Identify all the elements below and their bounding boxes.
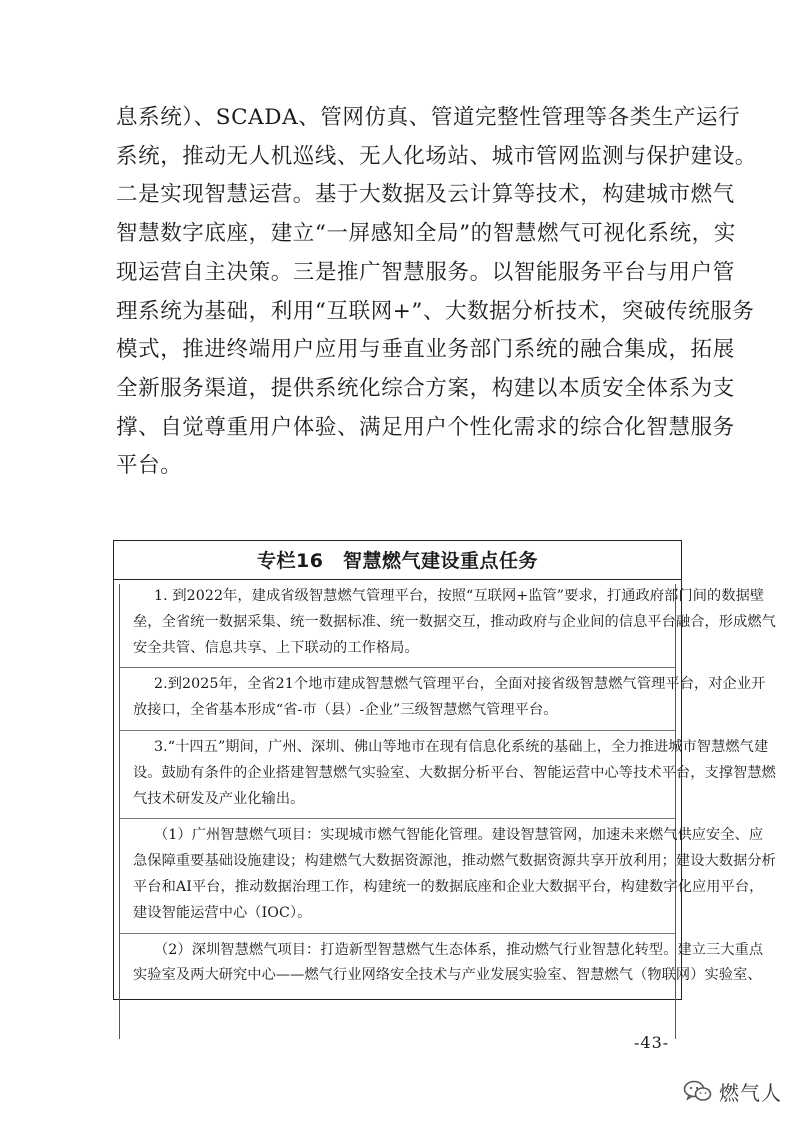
body-line: 现运营自主决策。三是推广智慧服务。以智能服务平台与用户管 <box>116 259 735 285</box>
task-panel <box>113 540 776 1000</box>
task-item-line: 3.“十四五”期间，广州、深圳、佛山等地市在现有信息化系统的基础上，全力推进城市智慧燃气建 <box>154 738 769 755</box>
task-item <box>120 823 776 926</box>
item-divider <box>120 667 675 668</box>
body-line: 全新服务渠道，提供系统化综合方案，构建以本质安全体系为支 <box>116 375 735 401</box>
body-line: 模式，推进终端用户应用与垂直业务部门系统的融合集成，拓展 <box>116 337 735 363</box>
body-line: 二是实现智慧运营。基于大数据及云计算等技术，构建城市燃气 <box>116 182 735 208</box>
wechat-icon <box>683 1079 713 1103</box>
body-line: 理系统为基础，利用“互联网+”、大数据分析技术，突破传统服务 <box>116 298 755 324</box>
body-paragraph <box>116 99 757 486</box>
task-item-line: 安全共管、信息共享、上下联动的工作格局。 <box>133 639 419 656</box>
task-item-line: （2）深圳智慧燃气项目：打造新型智慧燃气生态体系，推动燃气行业智慧化转型。建立三大重点 <box>154 941 764 958</box>
task-item-line: 急保障重要基础设施建设；构建燃气大数据资源池，推动燃气数据资源共享开放利用；建设大数据分析 <box>133 853 776 870</box>
task-item <box>120 735 776 812</box>
item-divider <box>120 730 675 731</box>
body-line: 智慧数字底座，建立“一屏感知全局”的智慧燃气可视化系统，实 <box>116 221 736 247</box>
panel-items <box>119 584 776 1039</box>
task-item-line: 1. 到2022年，建成省级智慧燃气管理平台，按照“互联网+监管”要求，打通政府部门间的数据壁 <box>154 588 765 604</box>
body-line: 息系统）、SCADA、管网仿真、管道完整性管理等各类生产运行 <box>116 105 741 130</box>
task-item <box>120 584 776 661</box>
body-line: 系统，推动无人机巡线、无人化场站、城市管网监测与保护建设。 <box>116 143 757 169</box>
page-number: -43- <box>634 1033 670 1052</box>
task-item <box>120 938 764 990</box>
task-item-line: 设。鼓励有条件的企业搭建智慧燃气实验室、大数据分析平台、智能运营中心等技术平台，支撑智慧燃 <box>133 764 776 781</box>
body-line: 撑、自觉尊重用户体验、满足用户个性化需求的综合化智慧服务 <box>116 414 735 440</box>
task-item-line: 实验室及两大研究中心——燃气行业网络安全技术与产业发展实验室、智慧燃气（物联网）实验室、 <box>133 967 762 984</box>
watermark <box>683 1076 782 1106</box>
task-item-line: 建设智能运营中心（IOC）。 <box>133 904 312 921</box>
watermark-text: 燃气人 <box>719 1080 782 1105</box>
task-item-line: 放接口，全省基本形成“省-市（县）-企业”三级智慧燃气管理平台。 <box>133 702 558 719</box>
task-item-line: 平台和AI平台，推动数据治理工作，构建统一的数据底座和企业大数据平台，构建数字化应用平台， <box>133 878 764 895</box>
task-item-line: （1）广州智慧燃气项目：实现城市燃气智能化管理。建设智慧管网，加速未来燃气供应安全、应 <box>154 827 764 844</box>
task-item-line: 2.到2025年，全省21个地市建成智慧燃气管理平台，全面对接省级智慧燃气管理平台，对企业开 <box>154 676 766 693</box>
task-item <box>120 672 766 724</box>
body-line: 平台。 <box>116 453 183 479</box>
panel-title: 专栏16 智慧燃气建设重点任务 <box>114 541 681 580</box>
task-item-line: 气技术研发及产业化输出。 <box>133 790 305 807</box>
task-item-line: 垒，全省统一数据采集、统一数据标准、统一数据交互，推动政府与企业间的信息平台融合，形成燃气 <box>133 613 776 630</box>
item-divider <box>120 933 675 934</box>
item-divider <box>120 818 675 819</box>
